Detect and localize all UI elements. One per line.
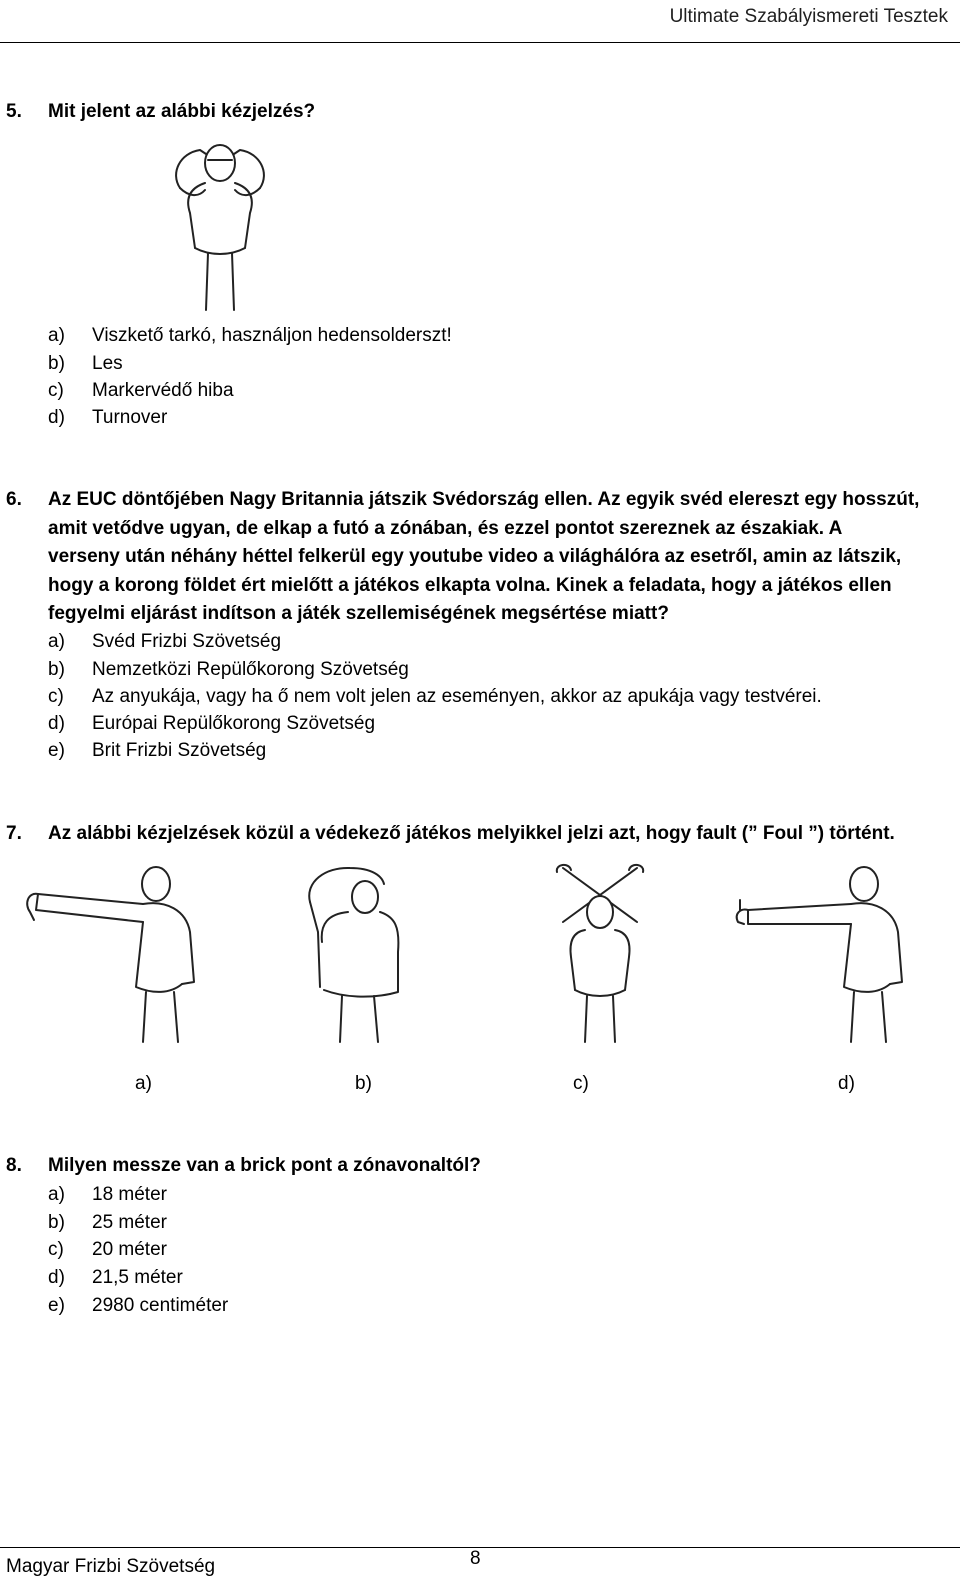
page-footer [0, 1547, 960, 1593]
footer-organization: Magyar Frizbi Szövetség [6, 1556, 216, 1577]
figure-caption-c: c) [573, 1073, 589, 1094]
hand-signal-figure-c [545, 862, 655, 1044]
question-8-number: 8. [6, 1155, 22, 1176]
q8-option-c[interactable]: c) 20 méter [48, 1239, 167, 1260]
q5-option-a[interactable]: a) Viszkető tarkó, használjon hedensolderszt! [48, 325, 452, 346]
page-header [0, 0, 960, 43]
q6-option-a[interactable]: a) Svéd Frizbi Szövetség [48, 631, 282, 652]
figure-caption-b: b) [355, 1073, 372, 1094]
q8-option-a[interactable]: a) 18 méter [48, 1184, 167, 1205]
question-7-text: Az alábbi kézjelzések közül a védekező játékos melyikkel jelzi azt, hogy fault (” Foul ”) történt. [48, 823, 895, 844]
question-5 [6, 98, 315, 126]
q8-option-b[interactable]: b) 25 méter [48, 1212, 167, 1233]
page-number: 8 [470, 1548, 481, 1569]
question-5-number: 5. [6, 101, 22, 122]
question-8 [6, 1152, 481, 1180]
q6-option-c[interactable]: c) Az anyukája, vagy ha ő nem volt jelen az eseményen, akkor az apukája vagy testvérei. [48, 686, 822, 707]
q5-option-c[interactable]: c) Markervédő hiba [48, 380, 234, 401]
q5-option-b[interactable]: b) Les [48, 353, 123, 374]
hand-signal-figure-d [726, 862, 916, 1044]
question-7-number: 7. [6, 823, 22, 844]
header-title: Ultimate Szabályismereti Tesztek [669, 6, 948, 27]
figure-caption-d: d) [838, 1073, 855, 1094]
question-8-text: Milyen messze van a brick pont a zónavonaltól? [48, 1155, 481, 1176]
q6-option-e[interactable]: e) Brit Frizbi Szövetség [48, 740, 267, 761]
figure-caption-a: a) [135, 1073, 152, 1094]
hand-signal-figure-a [18, 862, 208, 1044]
question-6-text: Az EUC döntőjében Nagy Britannia játszik Svédország ellen. Az egyik svéd elereszt egy hosszút, amit vetődve ugyan, de elkap a futó a zónában, és ezzel pontot szereznek az északiak. A verseny után néhány héttel felkerül egy youtube video a világhálóra az esetről, amin az látszik, hogy a korong földet ért mielőtt a játékos elkapta volna. Kinek a feladata, hogy a játékos ellen fegyelmi eljárást indítson a játék szellemiségének megsértése miatt? [48, 489, 920, 624]
hand-signal-figure-b [290, 862, 410, 1044]
q5-option-d[interactable]: d) Turnover [48, 407, 168, 428]
q8-option-d[interactable]: d) 21,5 méter [48, 1267, 183, 1288]
question-7 [6, 820, 895, 848]
question-6-number-wrap [6, 486, 48, 514]
hand-signal-figure-q5 [150, 138, 290, 313]
question-6-number: 6. [6, 489, 22, 510]
q6-option-d[interactable]: d) Európai Repülőkorong Szövetség [48, 713, 376, 734]
question-5-text: Mit jelent az alábbi kézjelzés? [48, 101, 316, 122]
q8-option-e[interactable]: e) 2980 centiméter [48, 1295, 229, 1316]
q6-option-b[interactable]: b) Nemzetközi Repülőkorong Szövetség [48, 659, 409, 680]
